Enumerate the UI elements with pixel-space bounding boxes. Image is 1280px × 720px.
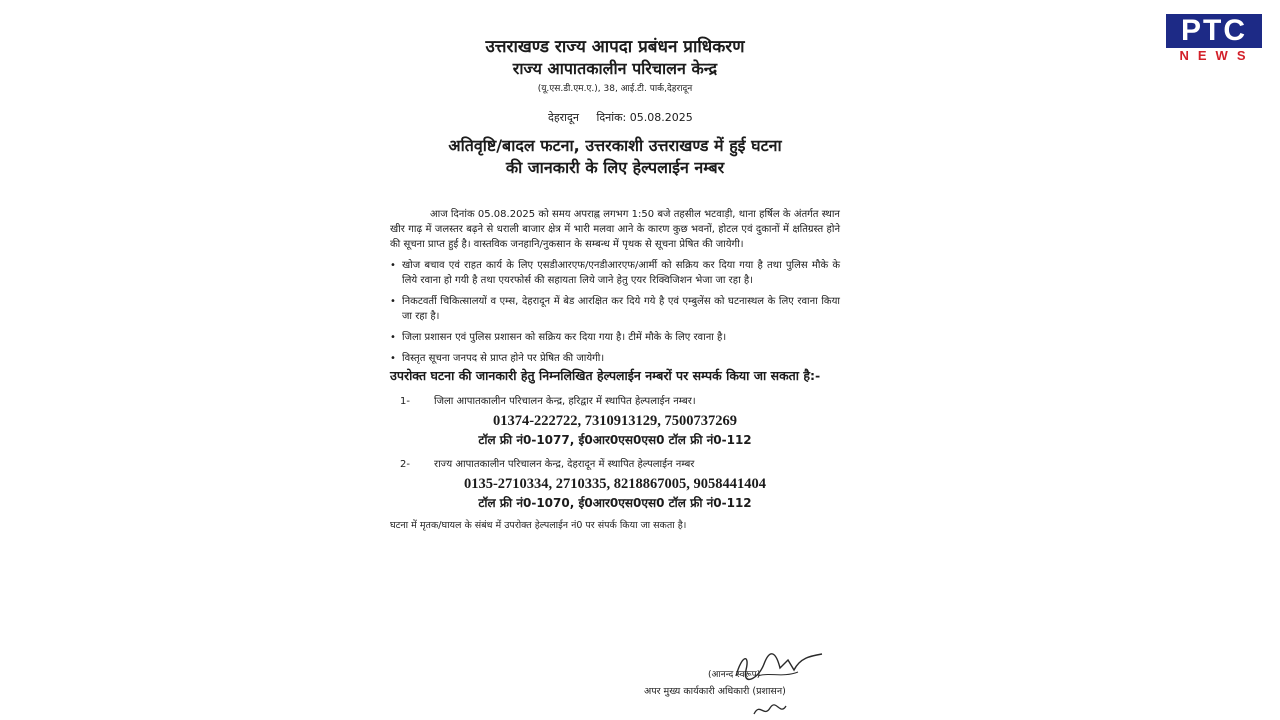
initials-scribble [750,700,790,720]
closing-note: घटना में मृतक/घायल के संबंध में उपरोक्त हेल्पलाईन नं0 पर संपर्क किया जा सकता है। [390,520,687,531]
title-line-1: अतिवृष्टि/बादल फटना, उत्तरकाशी उत्तराखण्ड में हुई घटना [448,136,782,155]
helpline-1-tollfree: टॉल फ्री नं0-1077, ई0आर0एस0एस0 टॉल फ्री नं0-112 [478,433,752,447]
helpline-1-text: जिला आपातकालीन परिचालन केन्द्र, हरिद्वार में स्थापित हेल्पलाईन नम्बर। [434,396,696,407]
dateline [390,111,840,125]
bullet-details: • विस्तृत सूचना जनपद से प्राप्त होने पर प्रेषित की जायेगी। [390,351,840,366]
dateline-label: दिनांक: [596,111,627,124]
bullet-rescue: • खोज बचाव एवं राहत कार्य के लिए एसडीआरएफ/एनडीआरएफ/आर्मी को सक्रिय कर दिया गया है तथा पुलिस मौके के लिये रवाना हो गयी है तथा एयरफोर्स की सहायता लिये जाने हेतु एयर रिक्विजिशन भेजा जा रहा है। [390,258,840,288]
ptc-news-logo [1166,14,1262,64]
helpline-2-tollfree: टॉल फ्री नं0-1070, ई0आर0एस0एस0 टॉल फ्री नं0-112 [478,496,752,510]
letterhead-address: (यू.एस.डी.एम.ए.), 38, आई.टी. पार्क,देहरादून [537,84,693,94]
helpline-1-number: 1- [400,396,410,407]
helpline-2-phones: 0135-2710334, 2710335, 8218867005, 9058441404 [463,476,767,492]
document-title [390,135,840,179]
intro-paragraph: आज दिनांक 05.08.2025 को समय अपराह्न लगभग 1:50 बजे तहसील भटवाड़ी, थाना हर्षिल के अंतर्गत स्थान खीर गाढ़ में जलस्तर बढ़ने से धराली बाजार क्षेत्र में भारी मलवा आने के कारण कुछ भवनों, होटल एवं दुकानों में क्षतिग्रस्त होने की सूचना प्राप्त हुई है। वास्तविक जनहानि/नुकसान के सम्बन्ध में पृथक से सूचना प्रेषित की जायेगी। [390,209,840,250]
logo-ptc-text: PTC [1166,14,1262,48]
signatory-name: (आनन्द स्वरूप) [708,670,761,680]
title-line-2: की जानकारी के लिए हेल्पलाईन नम्बर [505,158,725,177]
press-note-document [390,30,840,720]
letterhead-centre: राज्य आपातकालीन परिचालन केन्द्र [512,59,718,78]
contact-heading: उपरोक्त घटना की जानकारी हेतु निम्नलिखित हेल्पलाईन नम्बरों पर सम्पर्क किया जा सकता है:- [390,368,821,383]
helpline-2-label [390,458,840,472]
helpline-2-number: 2- [400,459,410,470]
dateline-place: देहरादून [548,111,579,124]
signature-scribble [728,646,828,686]
helpline-2-text: राज्य आपातकालीन परिचालन केन्द्र, देहरादून में स्थापित हेल्पलाईन नम्बर [434,459,695,470]
dateline-date: 05.08.2025 [629,111,693,124]
bullet-administration: • जिला प्रशासन एवं पुलिस प्रशासन को सक्रिय कर दिया गया है। टीमें मौके के लिए रवाना है। [390,330,840,345]
signatory-designation: अपर मुख्य कार्यकारी अधिकारी (प्रशासन) [644,686,786,697]
bullet-hospitals: • निकटवर्ती चिकित्सालयों व एम्स, देहरादून में बेड आरक्षित कर दिये गये है एवं एम्बुलेंस को घटनास्थल के लिए रवाना किया जा रहा है। [390,294,840,324]
logo-news-text: NEWS [1179,48,1255,63]
helpline-1-label [390,395,840,409]
letterhead-authority: उत्तराखण्ड राज्य आपदा प्रबंधन प्राधिकरण [485,37,745,57]
helpline-1-phones: 01374-222722, 7310913129, 7500737269 [492,413,738,429]
